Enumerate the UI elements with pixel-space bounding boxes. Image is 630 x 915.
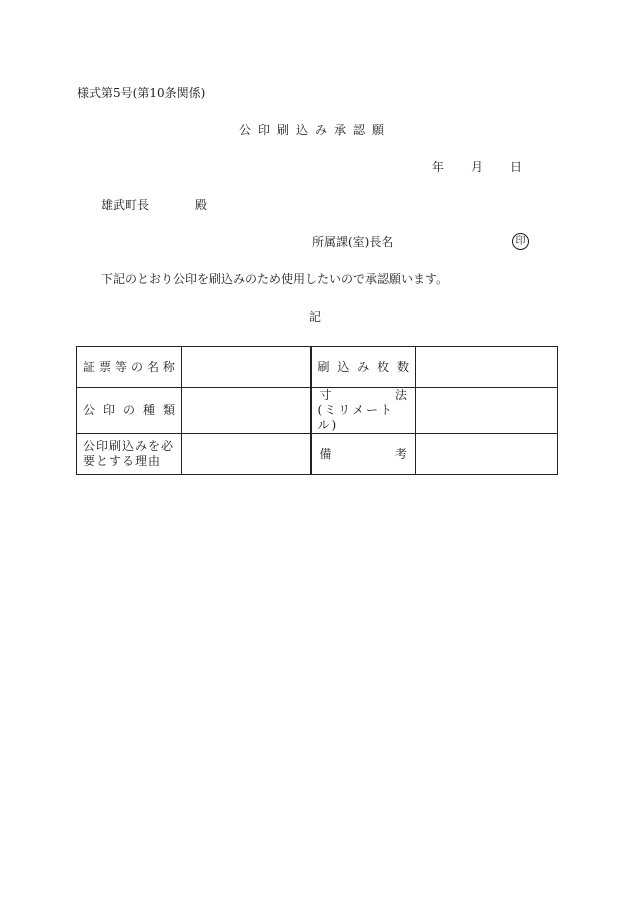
size-label-char-2: 法: [394, 388, 407, 402]
label-char: 称: [162, 359, 175, 374]
label-char: 票: [98, 359, 111, 374]
table-row: [77, 434, 558, 475]
date-year-label: 年: [432, 160, 445, 174]
seal-type-label: [83, 403, 175, 418]
doc-name-label-cell: [77, 347, 182, 388]
seal-type-label-cell: [77, 388, 182, 434]
print-count-value-cell[interactable]: [416, 347, 558, 388]
addressee-name: 雄武町長: [101, 198, 150, 212]
remarks-label-char-1: 備: [319, 446, 332, 461]
label-char: 種: [142, 403, 155, 417]
label-char: の: [122, 403, 135, 417]
label-char: 数: [396, 359, 409, 374]
table-row: [77, 347, 558, 388]
print-count-label-cell: [311, 347, 416, 388]
remarks-label: [318, 447, 410, 462]
seal-mark-icon: 印: [512, 233, 529, 250]
label-char: み: [357, 359, 370, 374]
applicant-label: 所属課(室)長名: [312, 235, 394, 249]
reason-label-cell: [77, 434, 182, 475]
form-number: 様式第5号(第10条関係): [77, 86, 206, 100]
label-char: 刷: [317, 359, 330, 374]
remarks-label-char-2: 考: [394, 446, 407, 461]
size-label: [318, 388, 410, 433]
date-month-label: 月: [471, 160, 484, 174]
date-line: [432, 161, 522, 173]
size-label-char-1: 寸: [319, 388, 332, 402]
label-char: 証: [83, 359, 96, 374]
label-char: 枚: [377, 359, 390, 374]
remarks-label-cell: [311, 434, 416, 475]
size-label-unit: (ミリメートル): [317, 403, 394, 432]
reason-value-cell[interactable]: [182, 434, 311, 475]
label-char: 類: [162, 403, 175, 417]
doc-name-label: [83, 360, 175, 375]
print-count-label: [318, 360, 410, 375]
document-title: 公印刷込み承認願: [238, 123, 391, 137]
remarks-value-cell[interactable]: [416, 434, 558, 475]
addressee-honorific: 殿: [195, 198, 208, 212]
table-row: [77, 388, 558, 434]
addressee: [101, 199, 207, 211]
reason-label: [83, 439, 175, 469]
size-label-cell: [311, 388, 416, 434]
date-day-label: 日: [510, 160, 523, 174]
ki-heading: 記: [308, 310, 321, 324]
reason-label-line-2: 要とする理由: [83, 454, 162, 468]
label-char: 印: [102, 403, 115, 417]
label-char: 等: [114, 359, 127, 374]
doc-name-value-cell[interactable]: [182, 347, 311, 388]
application-table: [76, 346, 558, 475]
label-char: 名: [146, 359, 159, 374]
label-char: 公: [83, 403, 96, 417]
reason-label-line-1: 公印刷込みを必: [83, 439, 175, 453]
label-char: 込: [337, 359, 350, 374]
seal-type-value-cell[interactable]: [182, 388, 311, 434]
request-text: 下記のとおり公印を刷込みのため使用したいので承認願います。: [101, 272, 449, 286]
size-value-cell[interactable]: [416, 388, 558, 434]
label-char: の: [130, 359, 143, 374]
